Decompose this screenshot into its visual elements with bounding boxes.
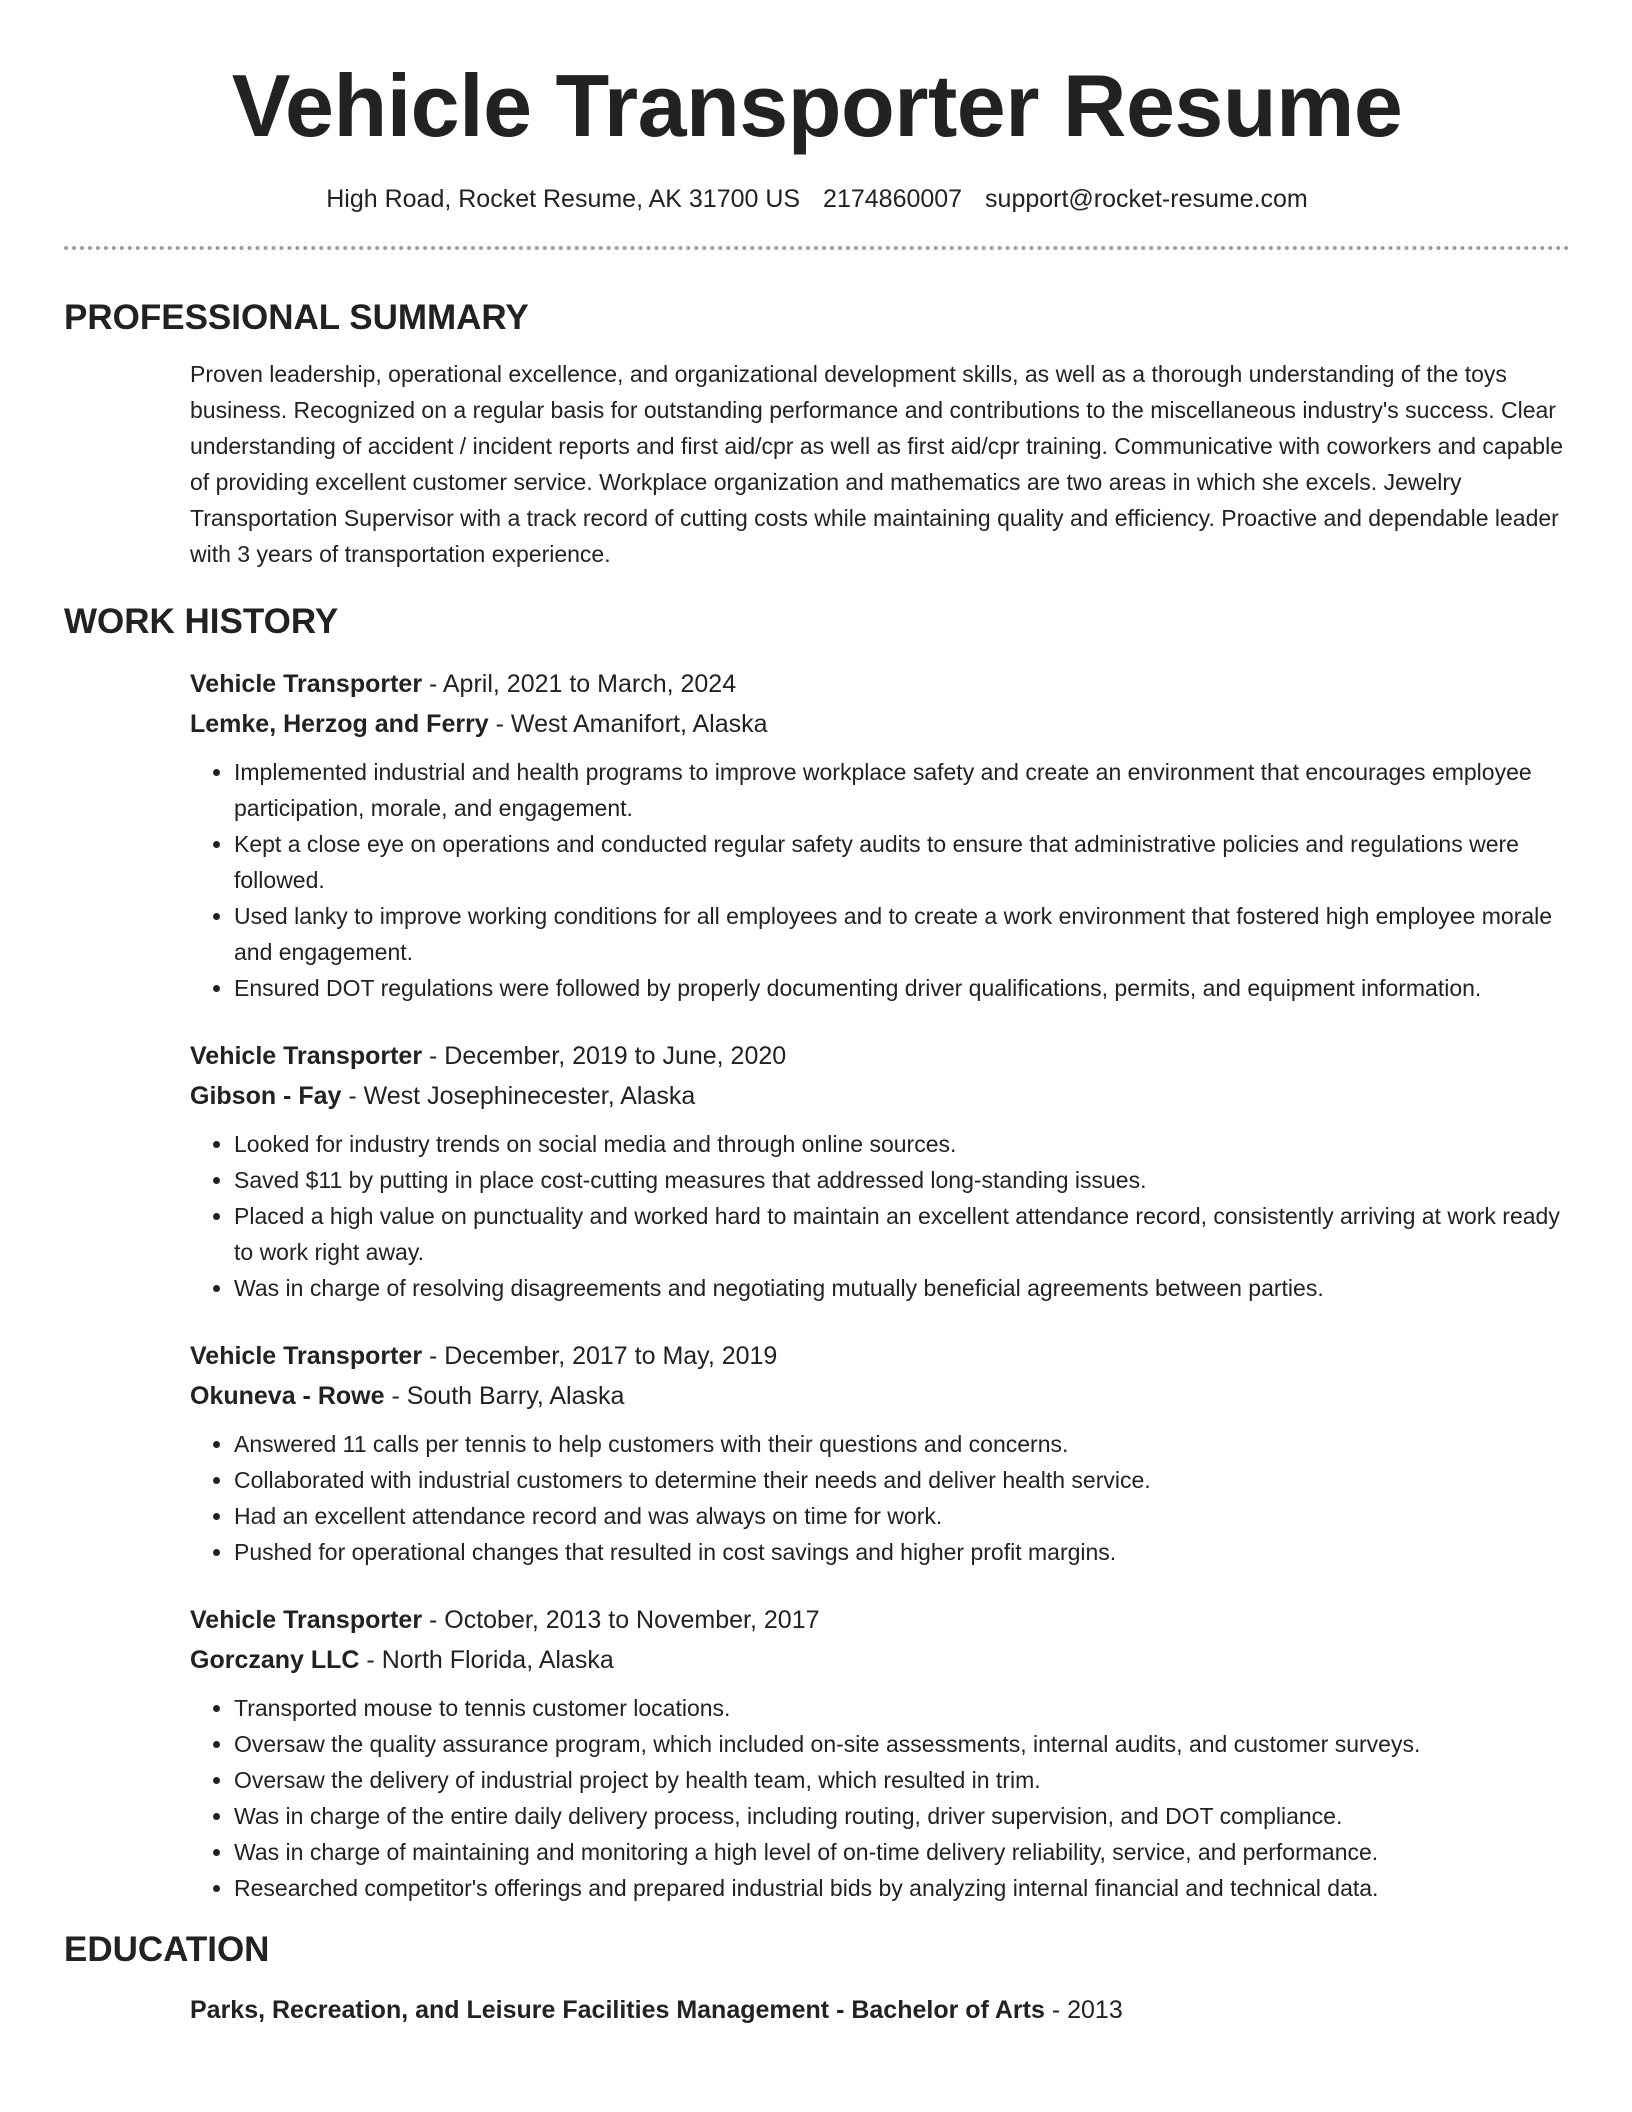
job-dates: - October, 2013 to November, 2017 [422,1606,820,1634]
job-title-line [190,1336,1570,1376]
job-bullet: • Implemented industrial and health programs to improve workplace safety and create an environment that encourages employee participation, morale, and engagement. [234,754,1570,826]
header-divider [64,246,1570,250]
summary-section [190,356,1570,572]
job-company-line [190,1640,1570,1680]
job-location: - West Amanifort, Alaska [488,710,768,738]
job-dates: - April, 2021 to March, 2024 [422,670,737,698]
job-bullet: • Looked for industry trends on social media and through online sources. [234,1126,1570,1162]
job-dates: - December, 2019 to June, 2020 [422,1042,787,1070]
job-bullets [190,754,1570,1006]
work-history-heading: WORK HISTORY [64,602,339,641]
job-bullet: • Answered 11 calls per tennis to help customers with their questions and concerns. [234,1426,1570,1462]
job-company: Gibson - Fay [190,1082,342,1110]
job-bullet: • Was in charge of the entire daily delivery process, including routing, driver supervision, and DOT compliance. [234,1798,1570,1834]
education-entry [190,1990,1570,2030]
summary-heading: PROFESSIONAL SUMMARY [64,298,529,337]
job-bullet: • Oversaw the delivery of industrial project by health team, which resulted in trim. [234,1762,1570,1798]
job-entry [190,664,1570,1006]
job-title-line [190,664,1570,704]
education-degree: Parks, Recreation, and Leisure Facilities Management - Bachelor of Arts [190,1996,1045,2024]
job-bullet: • Pushed for operational changes that resulted in cost savings and higher profit margins. [234,1534,1570,1570]
job-bullet: • Was in charge of resolving disagreements and negotiating mutually beneficial agreements between parties. [234,1270,1570,1306]
job-company: Okuneva - Rowe [190,1382,385,1410]
education-heading: EDUCATION [64,1930,270,1969]
job-company-line [190,1376,1570,1416]
job-location: - South Barry, Alaska [384,1382,625,1410]
job-title: Vehicle Transporter [190,670,423,698]
job-location: - North Florida, Alaska [359,1646,614,1674]
job-bullet: • Used lanky to improve working conditions for all employees and to create a work environment that fostered high employee morale and engagement. [234,898,1570,970]
job-bullet: • Oversaw the quality assurance program, which included on-site assessments, internal audits, and customer surveys. [234,1726,1570,1762]
summary-text: Proven leadership, operational excellence, and organizational development skills, as well as a thorough understanding of the toys business. Recognized on a regular basis for outstanding performance and contributions to the miscellaneous industry's success. Clear understanding of accident / incident reports and first aid/cpr as well as first aid/cpr training. Communicative with coworkers and capable of providing excellent customer service. Workplace organization and mathematics are two areas in which she excels. Jewelry Transportation Supervisor with a track record of cutting costs while maintaining quality and efficiency. Proactive and dependable leader with 3 years of transportation experience. [190,361,1564,567]
contact-email: support@rocket-resume.com [985,185,1308,213]
job-location: - West Josephinecester, Alaska [341,1082,696,1110]
job-company-line [190,704,1570,744]
job-entry [190,1600,1570,1906]
job-dates: - December, 2017 to May, 2019 [422,1342,778,1370]
job-entry [190,1336,1570,1570]
contact-info [64,182,1570,216]
education-year: - 2013 [1044,1996,1123,2024]
job-bullet: • Was in charge of maintaining and monitoring a high level of on-time delivery reliability, service, and performance. [234,1834,1570,1870]
job-bullet: • Researched competitor's offerings and prepared industrial bids by analyzing internal financial and technical data. [234,1870,1570,1906]
job-title-line [190,1036,1570,1076]
resume-title: Vehicle Transporter Resume [231,56,1403,155]
contact-phone: 2174860007 [823,185,963,213]
job-company: Lemke, Herzog and Ferry [190,710,489,738]
job-title-line [190,1600,1570,1640]
job-bullet: • Placed a high value on punctuality and worked hard to maintain an excellent attendance record, consistently arriving at work ready to work right away. [234,1198,1570,1270]
job-company-line [190,1076,1570,1116]
job-title: Vehicle Transporter [190,1042,423,1070]
job-entry [190,1036,1570,1306]
job-title: Vehicle Transporter [190,1606,423,1634]
job-bullet: • Transported mouse to tennis customer locations. [234,1690,1570,1726]
work-history-section [190,664,1570,1906]
job-bullets [190,1690,1570,1906]
education-section [190,1990,1570,2030]
job-bullet: • Ensured DOT regulations were followed by properly documenting driver qualifications, permits, and equipment information. [234,970,1570,1006]
job-title: Vehicle Transporter [190,1342,423,1370]
contact-address: High Road, Rocket Resume, AK 31700 US [326,185,801,213]
job-bullets [190,1426,1570,1570]
job-company: Gorczany LLC [190,1646,360,1674]
job-bullet: • Had an excellent attendance record and was always on time for work. [234,1498,1570,1534]
job-bullet: • Saved $11 by putting in place cost-cutting measures that addressed long-standing issues. [234,1162,1570,1198]
job-bullet: • Collaborated with industrial customers to determine their needs and deliver health service. [234,1462,1570,1498]
job-bullets [190,1126,1570,1306]
job-bullet: • Kept a close eye on operations and conducted regular safety audits to ensure that administrative policies and regulations were followed. [234,826,1570,898]
